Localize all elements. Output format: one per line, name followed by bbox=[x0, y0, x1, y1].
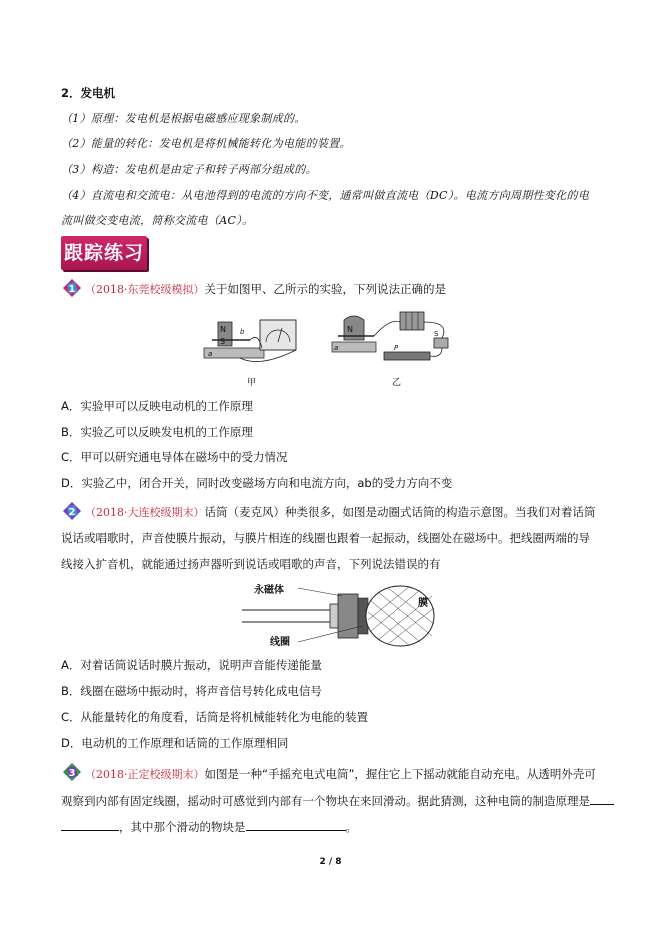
figure-yi-label: 乙 bbox=[392, 378, 402, 388]
svg-text:2: 2 bbox=[68, 507, 76, 518]
page-number: 2 / 8 bbox=[319, 857, 342, 867]
q1-option-b: B．实验乙可以反映发电机的工作原理 bbox=[61, 425, 253, 439]
q3-blank-1-end[interactable] bbox=[61, 818, 119, 831]
question-3-icon bbox=[61, 762, 83, 782]
section-item-4: （4）直流电和交流电：从电池得到的电流的方向不变，通常叫做直流电（DC）。电流方向周期性变化的电 bbox=[61, 189, 590, 202]
q1-stem: 关于如图甲、乙所示的实验，下列说法正确的是 bbox=[204, 282, 446, 296]
svg-text:N: N bbox=[347, 325, 353, 334]
svg-text:S: S bbox=[220, 337, 226, 346]
microphone-magnet-label: 永磁体 bbox=[254, 585, 284, 596]
question-2-icon bbox=[61, 501, 83, 521]
q2-option-c: C．从能量转化的角度看，话筒是将机械能转化为电能的装置 bbox=[61, 710, 369, 724]
figure-jia bbox=[200, 312, 310, 374]
q2-stem-1: 话筒（麦克风）种类很多，如图是动圈式话筒的构造示意图。当我们对着话筒 bbox=[204, 505, 596, 519]
svg-text:1: 1 bbox=[68, 284, 76, 295]
question-1-icon bbox=[61, 278, 83, 298]
svg-text:3: 3 bbox=[68, 768, 76, 779]
q1-line bbox=[85, 281, 446, 298]
q3-source: （2018·正定校级期末） bbox=[85, 768, 205, 781]
practice-badge bbox=[61, 236, 147, 270]
q3-blank-2[interactable] bbox=[246, 818, 346, 831]
q2-line-1 bbox=[85, 504, 596, 521]
section-item-1: （1）原理：发电机是根据电磁感应现象制成的。 bbox=[61, 112, 306, 125]
microphone-diaphragm-label: 膜 bbox=[418, 598, 428, 609]
svg-text:a: a bbox=[334, 344, 339, 352]
q1-source: （2018·东莞校级模拟） bbox=[85, 283, 205, 296]
q2-line-3: 线接入扩音机，就能通过扬声器听到说话或唱歌的声音，下列说法错误的有 bbox=[61, 557, 441, 571]
figure-yi bbox=[330, 308, 460, 372]
svg-text:b: b bbox=[240, 328, 245, 336]
svg-text:S: S bbox=[434, 330, 439, 338]
section-item-3: （3）构造：发电机是由定子和转子两部分组成的。 bbox=[61, 163, 317, 176]
q2-source: （2018·大连校级期末） bbox=[85, 506, 205, 519]
section-item-5: 流叫做交变电流，简称交流电（AC）。 bbox=[61, 214, 254, 227]
q1-option-a: A．实验甲可以反映电动机的工作原理 bbox=[61, 399, 253, 413]
q2-option-a: A．对着话筒说话时膜片振动，说明声音能传递能量 bbox=[61, 658, 322, 672]
section-title: 2．发电机 bbox=[61, 86, 116, 100]
microphone-coil-label: 线圈 bbox=[270, 637, 290, 648]
q3-stem-2: 观察到内部有固定线圈，摇动时可感觉到内部有一个物块在来回滑动。据此猜测，这种电筒的制造原理是 bbox=[61, 794, 590, 808]
section-item-2: （2）能量的转化：发电机是将机械能转化为电能的装置。 bbox=[61, 137, 351, 150]
figure-jia-label: 甲 bbox=[247, 378, 257, 388]
svg-text:P: P bbox=[394, 344, 399, 352]
q1-option-c: C．甲可以研究通电导体在磁场中的受力情况 bbox=[61, 450, 288, 464]
q2-option-d: D．电动机的工作原理和话筒的工作原理相同 bbox=[61, 736, 289, 750]
q3-line-3 bbox=[61, 818, 357, 835]
svg-text:a: a bbox=[208, 350, 213, 358]
svg-text:N: N bbox=[220, 325, 226, 334]
q3-blank-1-start[interactable] bbox=[590, 792, 614, 805]
q2-line-2: 说话或唱歌时，声音使膜片振动，与膜片相连的线圈也跟着一起振动，线圈处在磁场中。把线圈两端的导 bbox=[61, 531, 590, 545]
q1-option-d: D．实验乙中，闭合开关，同时改变磁场方向和电流方向，ab的受力方向不变 bbox=[61, 476, 453, 490]
q3-stem-1: 如图是一种“手摇充电式电筒”，握住它上下摇动就能自动充电。从透明外壳可 bbox=[204, 767, 596, 781]
q3-line-1 bbox=[85, 766, 596, 783]
q3-stem-3b: 。 bbox=[345, 820, 357, 834]
q3-line-2 bbox=[61, 792, 614, 809]
q3-stem-3a: ，其中那个滑动的物块是 bbox=[119, 820, 246, 834]
q2-option-b: B．线圈在磁场中振动时，将声音信号转化成电信号 bbox=[61, 684, 322, 698]
practice-badge-label: 跟踪练习 bbox=[63, 242, 144, 264]
